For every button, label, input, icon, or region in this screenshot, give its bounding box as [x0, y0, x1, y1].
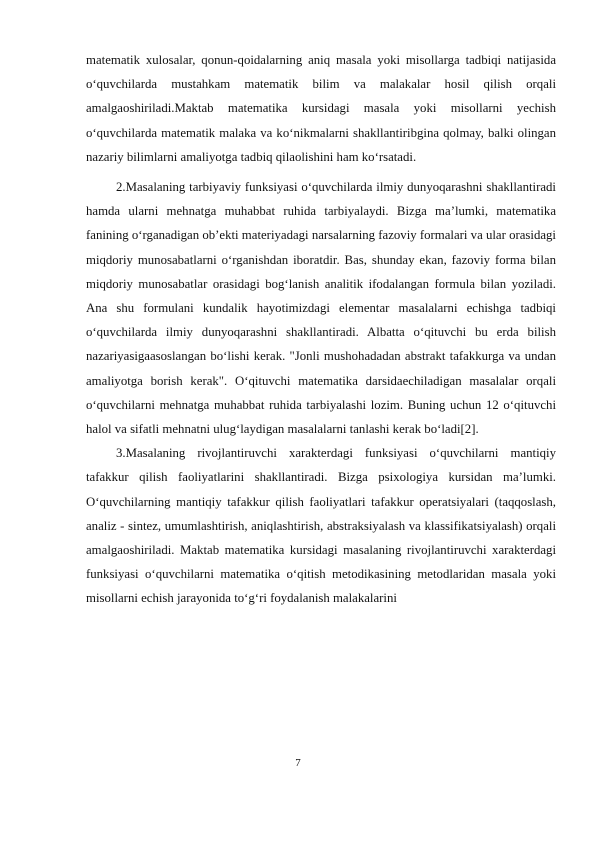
document-body: [86, 48, 556, 611]
page-number: 7: [295, 757, 301, 769]
paragraph-educational-function: 2.Masalaning tarbiyaviy funksiyasi o‘quvchilarda ilmiy dunyoqarashni shakllantiradi hamda ularni mehnatga muhabbat ruhida tarbiyalaydi. Bizga ma’lumki, matematika fanining o‘rganadigan ob’ekti materiyadagi narsalarning fazoviy formalari va ular orasidagi miqdoriy munosabatlarni o‘rganishdan iboratdir. Bas, shunday ekan, fazoviy forma bilan miqdoriy munosabatlar orasidagi bog‘lanish analitik ifodalangan formula bilan yoziladi. Ana shu formulani kundalik hayotimizdagi elementar masalalarni echishga tadbiqi o‘quvchilarda ilmiy dunyoqarashni shakllantiradi. Albatta o‘qituvchi bu erda bilish nazariyasigaasoslangan bo‘lishi kerak. "Jonli mushohadadan abstrakt tafakkurga va undan amaliyotga borish kerak". O‘qituvchi matematika darsidaechiladigan masalalar orqali o‘quvchilarni mehnatga muhabbat ruhida tarbiyalashi lozim. Buning uchun 12 o‘qituvchi halol va sifatli mehnatni ulug‘laydigan masalalarni tanlashi kerak bo‘ladi[2].: [86, 180, 556, 437]
paragraph-developmental-function: 3.Masalaning rivojlantiruvchi xarakterdagi funksiyasi o‘quvchilarni mantiqiy tafakkur qilish faoliyatlarini shakllantiradi. Bizga psixologiya kursidan ma’lumki. O‘quvchilarning mantiqiy tafakkur qilish faoliyatlari tafakkur operatsiyalari (taqqoslash, analiz - sintez, umumlashtirish, aniqlashtirish, abstraksiyalash va klassifikatsiyalash) orqali amalgaoshiriladi. Maktab matematika kursidagi masalaning rivojlantiruvchi xarakterdagi funksiyasi o‘quvchilarni matematika o‘qitish metodikasining metodlaridan masala yoki misollarni echish jarayonida to‘g‘ri foydalanish malakalarini: [86, 446, 556, 606]
paragraph-continuation: matematik xulosalar, qonun-qoidalarning aniq masala yoki misollarga tadbiqi natijasida o‘quvchilarda mustahkam matematik bilim va malakalar hosil qilish orqali amalgaoshiriladi.Maktab matematika kursidagi masala yoki misollarni yechish o‘quvchilarda matematik malaka va ko‘nikmalarni shakllantiribgina qolmay, balki olingan nazariy bilimlarni amaliyotga tadbiq qilaolishini ham ko‘rsatadi.: [86, 53, 556, 164]
